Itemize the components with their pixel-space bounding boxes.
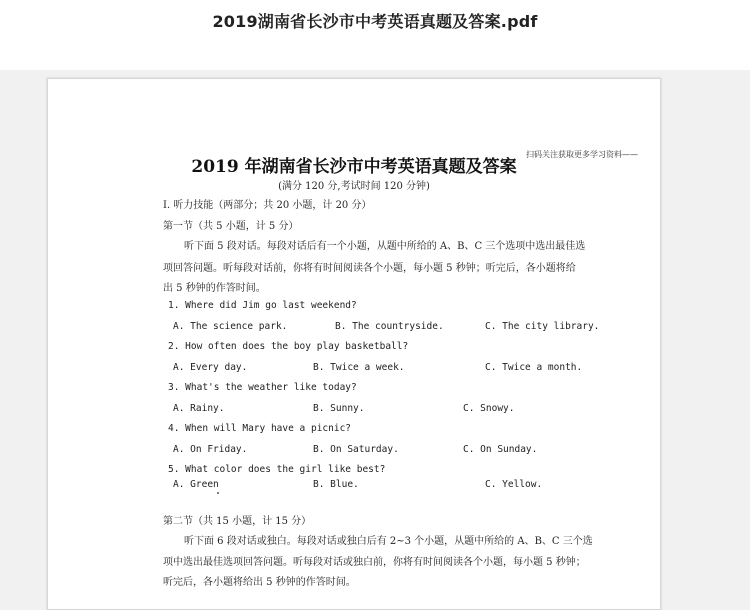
option-b: B. On Saturday.	[313, 444, 399, 455]
option-c: C. On Sunday.	[463, 444, 538, 455]
watermark-text: 扫码关注获取更多学习资料——	[526, 150, 638, 159]
part1-instruction-line: 听下面 5 段对话。每段对话后有一个小题，从题中所给的 A、B、C 三个选项中选出最佳选	[184, 241, 586, 252]
option-c: C. The city library.	[485, 321, 600, 332]
option-a: A. Every day.	[173, 362, 248, 373]
page-title: 2019 年湖南省长沙市中考英语真题及答案	[191, 157, 517, 177]
option-a: A. Green	[173, 479, 219, 490]
option-c: C. Yellow.	[485, 479, 543, 490]
option-a: A. Rainy.	[173, 403, 225, 414]
option-c: C. Twice a month.	[485, 362, 583, 373]
option-a: A. On Friday.	[173, 444, 248, 455]
question-text: 3. What's the weather like today?	[168, 382, 357, 393]
question-text: 5. What color does the girl like best?	[168, 464, 386, 475]
part2-instruction-line: 听完后，各小题将给出 5 秒钟的作答时间。	[163, 577, 356, 588]
question-text: 4. When will Mary have a picnic?	[168, 423, 352, 434]
stray-mark	[217, 492, 219, 494]
part2-heading: 第二节（共 15 小题，计 15 分）	[163, 516, 312, 527]
viewer-toolbar	[0, 0, 750, 70]
section-heading: I. 听力技能（两部分；共 20 小题，计 20 分）	[163, 200, 372, 211]
option-b: B. Blue.	[313, 479, 359, 490]
part1-heading: 第一节（共 5 小题，计 5 分）	[163, 221, 299, 232]
option-b: B. The countryside.	[335, 321, 444, 332]
document-file-title: 2019湖南省长沙市中考英语真题及答案.pdf	[212, 12, 538, 31]
option-b: B. Twice a week.	[313, 362, 405, 373]
question-text: 2. How often does the boy play basketball?	[168, 341, 409, 352]
option-c: C. Snowy.	[463, 403, 515, 414]
question-text: 1. Where did Jim go last weekend?	[168, 300, 357, 311]
part2-instruction-line: 项中选出最佳选项回答问题。听每段对话或独白前，你将有时间阅读各个小题，每小题 5 秒钟；	[163, 557, 586, 568]
part1-instruction-line: 项回答问题。听每段对话前，你将有时间阅读各个小题，每小题 5 秒钟；听完后，各小题将给	[163, 263, 576, 274]
page-subtitle: (满分 120 分,考试时间 120 分钟)	[278, 181, 430, 192]
option-b: B. Sunny.	[313, 403, 365, 414]
pdf-page	[47, 78, 661, 610]
option-a: A. The science park.	[173, 321, 288, 332]
part1-instruction-line: 出 5 秒钟的作答时间。	[163, 283, 266, 294]
part2-instruction-line: 听下面 6 段对话或独白。每段对话或独白后有 2~3 个小题，从题中所给的 A、B、C 三个选	[184, 536, 593, 547]
